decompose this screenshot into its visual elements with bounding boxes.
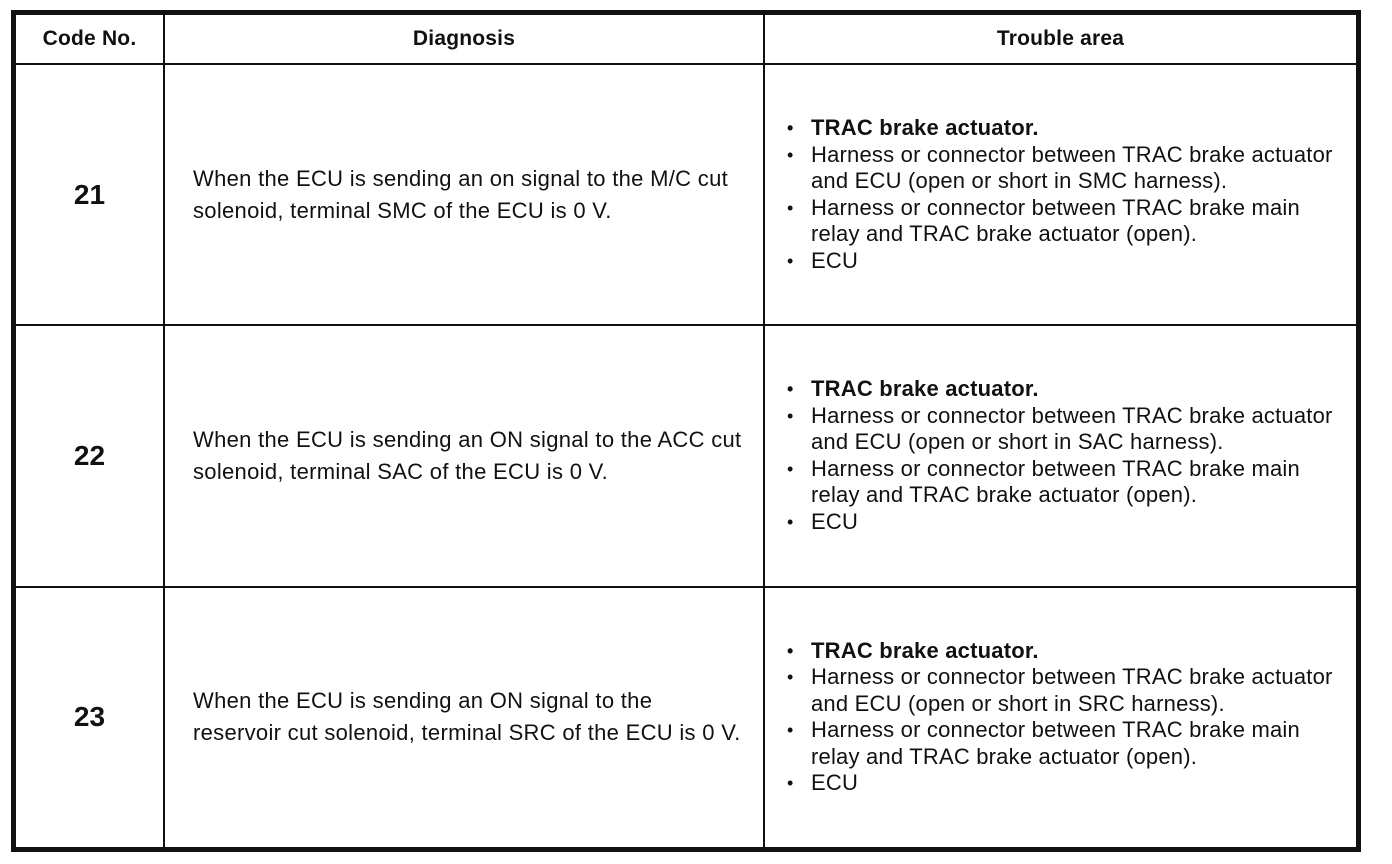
diagnostic-code-table	[11, 10, 1361, 852]
trouble-item: • Harness or connector between TRAC brake actuator and ECU (open or short in SMC harness).	[785, 142, 1346, 195]
table-row	[15, 587, 1357, 848]
trouble-item: • ECU	[785, 509, 1346, 536]
trouble-list	[785, 376, 1346, 535]
trouble-area	[764, 587, 1357, 848]
trouble-list	[785, 638, 1346, 797]
trouble-item: • Harness or connector between TRAC brake main relay and TRAC brake actuator (open).	[785, 717, 1346, 770]
trouble-item: • TRAC brake actuator.	[785, 638, 1346, 665]
header-row	[15, 14, 1357, 64]
diagnosis-text: When the ECU is sending an on signal to the M/C cut solenoid, terminal SMC of the ECU is 0 V.	[164, 64, 764, 325]
table-row	[15, 325, 1357, 586]
trouble-item: • ECU	[785, 770, 1346, 797]
trouble-list	[785, 115, 1346, 274]
diagnosis-text: When the ECU is sending an ON signal to the ACC cut solenoid, terminal SAC of the ECU is 0 V.	[164, 325, 764, 586]
header-trouble-area: Trouble area	[764, 14, 1357, 64]
header-code: Code No.	[15, 14, 164, 64]
code-number: 21	[15, 64, 164, 325]
trouble-item: • TRAC brake actuator.	[785, 115, 1346, 142]
trouble-item: • Harness or connector between TRAC brake actuator and ECU (open or short in SAC harness).	[785, 403, 1346, 456]
trouble-area	[764, 64, 1357, 325]
table-row	[15, 64, 1357, 325]
trouble-item: • TRAC brake actuator.	[785, 376, 1346, 403]
trouble-area	[764, 325, 1357, 586]
trouble-item: • Harness or connector between TRAC brake actuator and ECU (open or short in SRC harness).	[785, 664, 1346, 717]
code-number: 22	[15, 325, 164, 586]
code-number: 23	[15, 587, 164, 848]
trouble-item: • Harness or connector between TRAC brake main relay and TRAC brake actuator (open).	[785, 195, 1346, 248]
trouble-item: • ECU	[785, 248, 1346, 275]
code-table	[14, 13, 1358, 849]
header-diagnosis: Diagnosis	[164, 14, 764, 64]
trouble-item: • Harness or connector between TRAC brake main relay and TRAC brake actuator (open).	[785, 456, 1346, 509]
diagnosis-text: When the ECU is sending an ON signal to the reservoir cut solenoid, terminal SRC of the ECU is 0 V.	[164, 587, 764, 848]
